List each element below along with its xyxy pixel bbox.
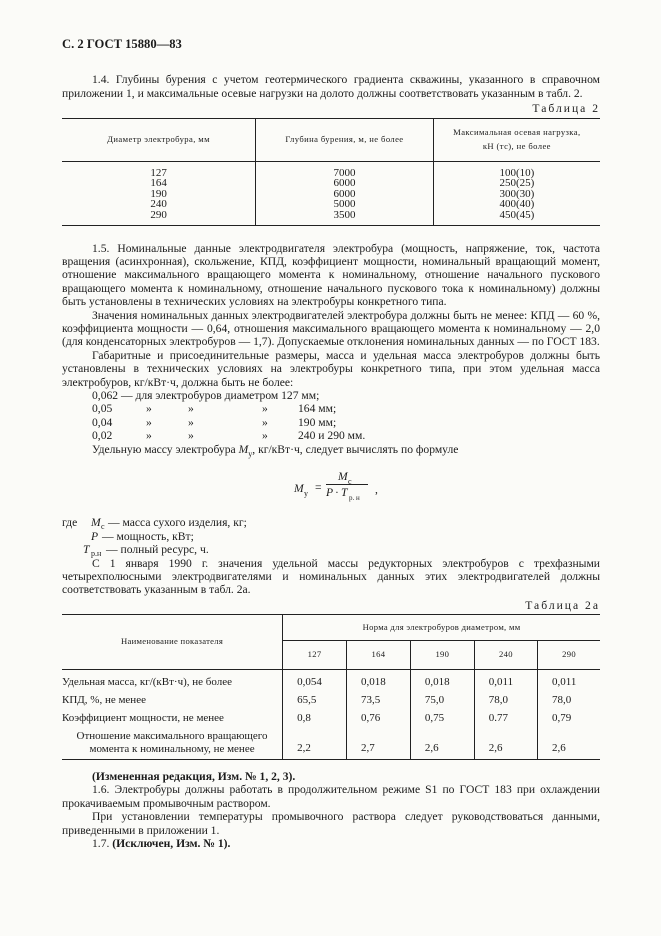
table-row bbox=[62, 689, 600, 707]
table2a-cell: 0,011 bbox=[474, 670, 537, 690]
list-item: 0,05 » » » 164 мм; bbox=[92, 402, 337, 416]
table2-header-depth: Глубина бурения, м, не более bbox=[256, 118, 434, 161]
page bbox=[62, 38, 600, 850]
table2a-cell: 78,0 bbox=[538, 689, 600, 707]
table2-cell: 164 bbox=[150, 177, 167, 190]
table2a-header-diameter: 127 bbox=[283, 641, 347, 670]
table2-cell: 100(10) bbox=[433, 161, 600, 178]
table-2 bbox=[62, 118, 600, 226]
table2a-header-name: Наименование показателя bbox=[62, 615, 283, 670]
table2-header-diameter: Диаметр электробура, мм bbox=[62, 118, 256, 161]
table2-cell: 250(25) bbox=[433, 178, 600, 189]
paragraph-nominal-values: Значения номинальных данных электродвигателей электробура должны быть не менее: КПД — 60 %, коэффициента мощности — 0,64, отношения максимального вращающего момента к номинальному — 2,0 (для конденсаторных электробуров — 1,7). Допускаемые отклонения номинальных данных — по ГОСТ 183. bbox=[62, 308, 600, 349]
paragraph-1-7: 1.7. (Исключен, Изм. № 1). bbox=[92, 836, 231, 850]
table2a-row-name: Коэффициент мощности, не менее bbox=[62, 712, 224, 725]
table2a-row-name: Отношение максимального вращающего момента к номинальному, не менее bbox=[62, 725, 283, 759]
table2-cell: 6000 bbox=[256, 189, 434, 200]
table2a-cell: 2,6 bbox=[410, 725, 474, 759]
table2a-row-name: Удельная масса, кг/(кВт·ч), не более bbox=[62, 676, 233, 689]
list-item: где M c — масса сухого изделия, кг; bbox=[62, 516, 247, 532]
table2a-cell: 0,018 bbox=[346, 670, 410, 690]
table-row bbox=[62, 725, 600, 759]
table-row bbox=[62, 670, 600, 690]
table2-cell: 7000 bbox=[256, 161, 434, 178]
table2a-caption: Таблица 2а bbox=[525, 598, 600, 612]
table2a-cell: 75,0 bbox=[410, 689, 474, 707]
table2a-cell: 0,76 bbox=[346, 707, 410, 725]
table2-header-load: Максимальная осевая нагрузка, кН (тс), не более bbox=[433, 118, 600, 161]
table2a-cell: 0,79 bbox=[538, 707, 600, 725]
table2a-cell: 73,5 bbox=[346, 689, 410, 707]
table2a-cell: 0.77 bbox=[474, 707, 537, 725]
table2-caption: Таблица 2 bbox=[532, 102, 600, 116]
table-row bbox=[62, 210, 600, 225]
table2a-row-name: КПД, %, не менее bbox=[62, 694, 146, 707]
formula-definitions bbox=[62, 516, 600, 559]
amendment-note: (Измененная редакция, Изм. № 1, 2, 3). bbox=[92, 769, 296, 783]
table2a-header-diameter: 290 bbox=[538, 641, 600, 670]
table2-cell: 127 bbox=[150, 166, 167, 179]
table2-cell: 240 bbox=[150, 198, 167, 211]
list-item: P — мощность, кВт; bbox=[91, 529, 194, 543]
paragraph-temperature: При установлении температуры промывочного раствора следует руководствоваться данными, приведенными в приложении 1. bbox=[62, 810, 600, 837]
table2a-header-diameter: 190 bbox=[410, 641, 474, 670]
paragraph-1-6: 1.6. Электробуры должны работать в продолжительном режиме S1 по ГОСТ 183 при охлаждении прокачиваемым промывочным раствором. bbox=[62, 783, 600, 810]
page-header: С. 2 ГОСТ 15880—83 bbox=[62, 37, 182, 51]
paragraph-1-4: 1.4. Глубины бурения с учетом геотермического градиента скважины, указанного в справочном приложении 1, и максимальные осевые нагрузки на долото должны соответствовать указанным в табл. 2. bbox=[62, 73, 600, 100]
table2a-cell: 2,6 bbox=[474, 725, 537, 759]
list-item: 0,02 » » » 240 и 290 мм. bbox=[92, 429, 366, 443]
table2a-header-diameter: 240 bbox=[474, 641, 537, 670]
table2-cell: 6000 bbox=[256, 178, 434, 189]
formula: M у = M c P · T р. н , bbox=[294, 470, 378, 503]
list-item: 0,062 — для электробуров диаметром 127 мм; bbox=[92, 389, 320, 403]
table-row bbox=[62, 161, 600, 178]
table2a-cell: 65,5 bbox=[283, 689, 347, 707]
list-item: 0,04 » » » 190 мм; bbox=[92, 415, 337, 429]
table2a-header-group: Норма для электробуров диаметром, мм bbox=[283, 615, 600, 641]
mass-list bbox=[92, 389, 600, 443]
table2-cell: 3500 bbox=[256, 210, 434, 225]
table2-cell: 290 bbox=[62, 210, 256, 225]
paragraph-1-5: 1.5. Номинальные данные электродвигателя электробура (мощность, напряжение, ток, частота вращения (асинхронная), скольжение, КПД, коэффициент мощности, номинальный вращающий момент, отношение максимального вращающего момента к номинальному, отношение начального пускового вращающего момента к номинальному, отношение начального пускового тока к номинальному) должны быть установлены в технических условиях на электробуры конкретного типа. bbox=[62, 241, 600, 309]
table2-cell: 450(45) bbox=[433, 210, 600, 225]
table2-cell: 190 bbox=[150, 187, 167, 200]
fraction-bar bbox=[326, 484, 368, 485]
table2a-cell: 0,018 bbox=[410, 670, 474, 690]
table2a-cell: 2,2 bbox=[283, 725, 347, 759]
table-2a bbox=[62, 614, 600, 760]
table2a-cell: 2,7 bbox=[346, 725, 410, 759]
list-item: T р.н — полный ресурс, ч. bbox=[83, 543, 209, 559]
table2a-cell: 0,75 bbox=[410, 707, 474, 725]
table-row bbox=[62, 707, 600, 725]
table2a-cell: 78,0 bbox=[474, 689, 537, 707]
paragraph-1990: С 1 января 1990 г. значения удельной массы редукторных электробуров с трехфазными четырехполюсными электродвигателями и номинальных данных этих электродвигателей должны соответствовать указанным в табл. 2а. bbox=[62, 556, 600, 597]
paragraph-dimensions: Габаритные и присоединительные размеры, масса и удельная масса электробуров должны быть установлены в технических условиях на электробуры конкретного типа, при этом удельная масса электробуров, кг/кВт·ч, должна быть не более: bbox=[62, 348, 600, 389]
table2a-cell: 0,011 bbox=[538, 670, 600, 690]
formula-intro: Удельную массу электробура $M_у$, кг/кВт·ч, следует вычислять по формуле bbox=[92, 442, 459, 458]
table2a-cell: 2,6 bbox=[538, 725, 600, 759]
table2a-header-diameter: 164 bbox=[346, 641, 410, 670]
table2-cell: 400(40) bbox=[433, 199, 600, 210]
table2a-cell: 0,8 bbox=[283, 707, 347, 725]
table2-cell: 5000 bbox=[256, 199, 434, 210]
table2a-cell: 0,054 bbox=[283, 670, 347, 690]
table2-cell: 300(30) bbox=[433, 189, 600, 200]
